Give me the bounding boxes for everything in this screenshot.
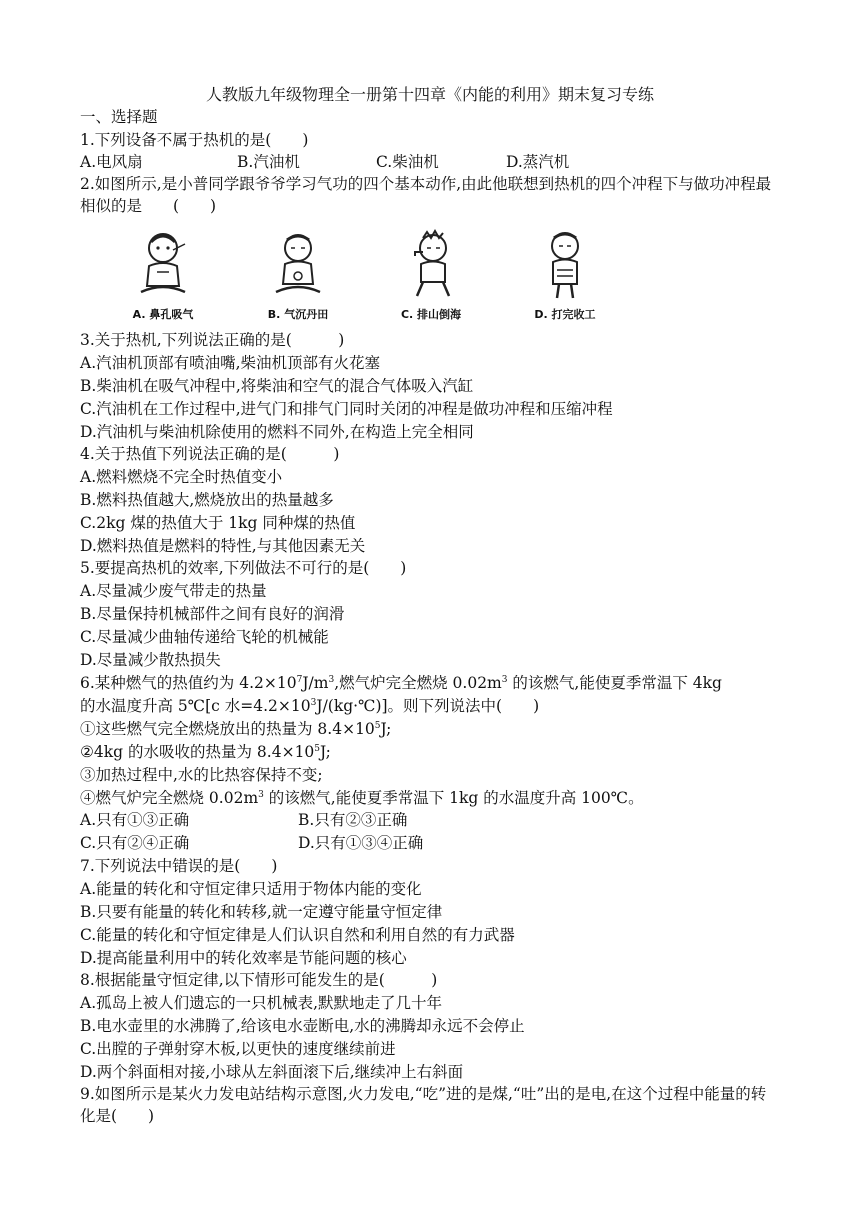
- q5-option-d: D.尽量减少散热损失: [80, 651, 221, 669]
- person-inhaling-icon: [133, 226, 193, 302]
- q6-text: 的水温度升高 5℃[c 水=4.2×10: [80, 697, 311, 715]
- q6-stem-line-2: [80, 695, 539, 717]
- q3-option-d: D.汽油机与柴油机除使用的燃料不同外,在构造上完全相同: [80, 423, 474, 441]
- q2-figure-b-caption: B. 气沉丹田: [267, 308, 329, 321]
- q6-text: ①这些燃气完全燃烧放出的热量为 8.4×10: [80, 720, 375, 738]
- q2-figure-b: [243, 226, 353, 322]
- q1-option-a: A.电风扇: [80, 153, 143, 171]
- q6-text: ②4kg 的水吸收的热量为 8.4×10: [80, 743, 315, 761]
- q8-option-c: C.出膛的子弹射穿木板,以更快的速度继续前进: [80, 1040, 396, 1058]
- q6-exponent: 3: [501, 674, 508, 685]
- q8-option-d: D.两个斜面相对接,小球从左斜面滚下后,继续冲上右斜面: [80, 1063, 464, 1081]
- q3-option-b: B.柴油机在吸气冲程中,将柴油和空气的混合气体吸入汽缸: [80, 377, 474, 395]
- q8-stem: 8.根据能量守恒定律,以下情形可能发生的是( ): [80, 971, 438, 989]
- q2-figure-a: [108, 226, 218, 322]
- q7-option-c: C.能量的转化和守恒定律是人们认识自然和利用自然的有力武器: [80, 926, 515, 944]
- q4-stem: 4.关于热值下列说法正确的是( ): [80, 445, 340, 463]
- q6-exponent: 3: [258, 789, 264, 800]
- q6-exponent: 3: [310, 697, 317, 708]
- q5-stem: 5.要提高热机的效率,下列做法不可行的是( ): [80, 559, 407, 577]
- q3-option-a: A.汽油机顶部有喷油嘴,柴油机顶部有火花塞: [80, 354, 381, 372]
- q7-option-b: B.只要有能量的转化和转移,就一定遵守能量守恒定律: [80, 903, 443, 921]
- q6-exponent: 3: [328, 674, 335, 685]
- q6-exponent: 5: [374, 720, 381, 731]
- page-title: 人教版九年级物理全一册第十四章《内能的利用》期末复习专练: [205, 85, 654, 104]
- q6-statement-1: [80, 718, 391, 740]
- q5-option-b: B.尽量保持机械部件之间有良好的润滑: [80, 605, 345, 623]
- q2-figure-d: [510, 226, 620, 322]
- q3-stem: 3.关于热机,下列说法正确的是( ): [80, 331, 345, 349]
- q6-option-b: B.只有②③正确: [298, 811, 408, 829]
- q1-option-c: C.柴油机: [376, 153, 439, 171]
- q8-option-b: B.电水壶里的水沸腾了,给该电水壶断电,水的沸腾却永远不会停止: [80, 1017, 525, 1035]
- q4-option-d: D.燃料热值是燃料的特性,与其他因素无关: [80, 537, 366, 555]
- q6-text: 的该燃气,能使夏季常温下 1kg 的水温度升高 100℃。: [263, 789, 644, 807]
- q6-stem-line-1: [80, 672, 722, 694]
- q4-option-a: A.燃料燃烧不完全时热值变小: [80, 468, 283, 486]
- person-meditating-icon: [268, 226, 328, 302]
- person-finishing-icon: [535, 226, 595, 302]
- q1-option-d: D.蒸汽机: [506, 153, 570, 171]
- q6-text: J;: [320, 743, 331, 761]
- q3-option-c: C.汽油机在工作过程中,进气门和排气门同时关闭的冲程是做功冲程和压缩冲程: [80, 400, 613, 418]
- q6-exponent: 5: [314, 743, 321, 754]
- q6-option-d: D.只有①③④正确: [298, 834, 424, 852]
- q6-text: J/m: [302, 674, 329, 692]
- q1-option-b: B.汽油机: [237, 153, 300, 171]
- q2-figure-d-caption: D. 打完收工: [534, 308, 596, 321]
- person-pushing-icon: [401, 226, 461, 302]
- q6-text: 的该燃气,能使夏季常温下 4kg: [507, 674, 722, 692]
- q6-text: 6.某种燃气的热值约为 4.2×10: [80, 674, 297, 692]
- q2-figure-c: [376, 226, 486, 322]
- q6-text: J;: [380, 720, 392, 738]
- q6-text: J/(kg·℃)]。则下列说法中( ): [316, 697, 540, 715]
- q6-text: ,燃气炉完全燃烧 0.02m: [334, 674, 502, 692]
- q4-option-b: B.燃料热值越大,燃烧放出的热量越多: [80, 491, 334, 509]
- q2-figure-c-caption: C. 排山倒海: [400, 308, 462, 321]
- q6-option-c: C.只有②④正确: [80, 834, 190, 852]
- section-heading: 一、选择题: [80, 108, 158, 126]
- q2-figure-a-caption: A. 鼻孔吸气: [132, 308, 194, 321]
- q5-option-a: A.尽量减少废气带走的热量: [80, 582, 267, 600]
- q6-exponent: 7: [296, 674, 303, 685]
- q1-stem: 1.下列设备不属于热机的是( ): [80, 131, 309, 149]
- q5-option-c: C.尽量减少曲轴传递给飞轮的机械能: [80, 628, 329, 646]
- q6-statement-4: [80, 787, 644, 809]
- q6-option-a: A.只有①③正确: [80, 811, 190, 829]
- q8-option-a: A.孤岛上被人们遗忘的一只机械表,默默地走了几十年: [80, 994, 443, 1012]
- q7-option-d: D.提高能量利用中的转化效率是节能问题的核心: [80, 949, 407, 967]
- q6-statement-3: ③加热过程中,水的比热容保持不变;: [80, 766, 323, 784]
- q7-stem: 7.下列说法中错误的是( ): [80, 857, 278, 875]
- q4-option-c: C.2kg 煤的热值大于 1kg 同种煤的热值: [80, 514, 356, 532]
- q6-statement-2: [80, 741, 331, 763]
- q7-option-a: A.能量的转化和守恒定律只适用于物体内能的变化: [80, 880, 422, 898]
- q6-text: ④燃气炉完全燃烧 0.02m: [80, 789, 259, 807]
- q2-stem: 2.如图所示,是小普同学跟爷爷学习气功的四个基本动作,由此他联想到热机的四个冲程下与做功冲程最相似的是 ( ): [80, 175, 772, 215]
- q9-stem: 9.如图所示是某火力发电站结构示意图,火力发电,“吃”进的是煤,“吐”出的是电,在这个过程中能量的转化是( ): [80, 1085, 767, 1125]
